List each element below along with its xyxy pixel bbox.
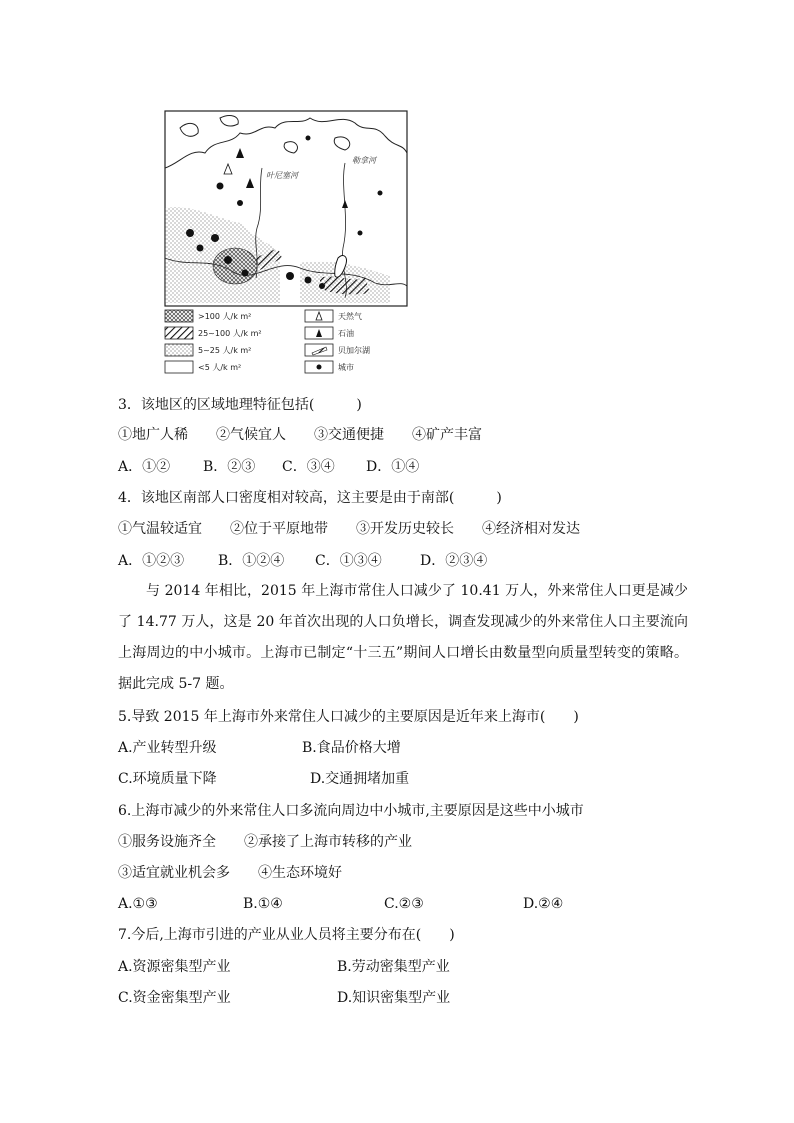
- q6-option-a[interactable]: A.①③: [118, 896, 158, 912]
- q4-statements: ①气温较适宜 ②位于平原地带 ③开发历史较长 ④经济相对发达: [118, 521, 580, 537]
- legend-density-over-100: >100 人/k m²: [198, 312, 252, 321]
- yenisei-label: 叶尼塞河: [266, 171, 298, 180]
- q4-option-d[interactable]: D．②③④: [420, 553, 488, 569]
- q5-option-b[interactable]: B.食品价格大增: [302, 740, 401, 756]
- q3-stem: 3．该地区的区域地理特征包括( ): [118, 397, 362, 413]
- q7-option-d[interactable]: D.知识密集型产业: [337, 990, 451, 1006]
- q3-option-d[interactable]: D．①④: [366, 459, 420, 475]
- legend-oil: 石油: [338, 329, 354, 338]
- q6-stem: 6.上海市减少的外来常住人口多流向周边中小城市,主要原因是这些中小城市: [118, 803, 584, 819]
- legend-natural-gas: 天然气: [338, 312, 362, 321]
- map-legend: [165, 310, 370, 373]
- legend-lake-baikal: 贝加尔湖: [338, 346, 370, 355]
- siberia-map-figure: [160, 108, 412, 383]
- city-icon: [317, 365, 322, 370]
- q4-option-a[interactable]: A．①②③: [118, 553, 185, 569]
- lena-label: 勒拿河: [352, 156, 376, 165]
- q7-option-b[interactable]: B.劳动密集型产业: [337, 959, 450, 975]
- q3-option-b[interactable]: B．②③: [203, 459, 256, 475]
- map-svg: [160, 108, 412, 383]
- q4-option-b[interactable]: B．①②④: [218, 553, 285, 569]
- q7-stem: 7.今后,上海市引进的产业从业人员将主要分布在( ): [118, 927, 455, 943]
- q5-option-c[interactable]: C.环境质量下降: [118, 771, 217, 787]
- q3-statements: ①地广人稀 ②气候宜人 ③交通便捷 ④矿产丰富: [118, 427, 482, 443]
- q6-statements-line1: ①服务设施齐全 ②承接了上海市转移的产业: [118, 834, 412, 850]
- reading-passage: 与 2014 年相比，2015 年上海市常住人口减少了 10.41 万人，外来常住人口更是减少了 14.77 万人，这是 20 年首次出现的人口负增长，调查发现减少的外来常住人口主要流向上海周边的中小城市。上海市已制定“十三五”期间人口增长由数量型向质量型转变的策略。据此完成 5-7 题。: [118, 583, 688, 692]
- q7-option-c[interactable]: C.资金密集型产业: [118, 990, 231, 1006]
- legend-density-under-5: <5 人/k m²: [198, 363, 242, 372]
- q4-stem: 4．该地区南部人口密度相对较高，这主要是由于南部( ): [118, 490, 502, 506]
- legend-city: 城市: [338, 363, 354, 372]
- q5-option-a[interactable]: A.产业转型升级: [118, 740, 217, 756]
- q5-option-d[interactable]: D.交通拥堵加重: [310, 771, 410, 787]
- q6-statements-line2: ③适宜就业机会多 ④生态环境好: [118, 865, 342, 881]
- legend-density-5-25: 5~25 人/k m²: [198, 346, 252, 355]
- q5-stem: 5.导致 2015 年上海市外来常住人口减少的主要原因是近年来上海市( ): [118, 709, 579, 725]
- q6-option-b[interactable]: B.①④: [243, 896, 283, 912]
- q3-option-c[interactable]: C．③④: [282, 459, 335, 475]
- q6-option-c[interactable]: C.②③: [384, 896, 424, 912]
- q7-option-a[interactable]: A.资源密集型产业: [118, 959, 231, 975]
- legend-density-25-100: 25~100 人/k m²: [198, 329, 262, 338]
- q4-option-c[interactable]: C．①③④: [315, 553, 382, 569]
- q3-option-a[interactable]: A．①②: [118, 459, 171, 475]
- q6-option-d[interactable]: D.②④: [523, 896, 564, 912]
